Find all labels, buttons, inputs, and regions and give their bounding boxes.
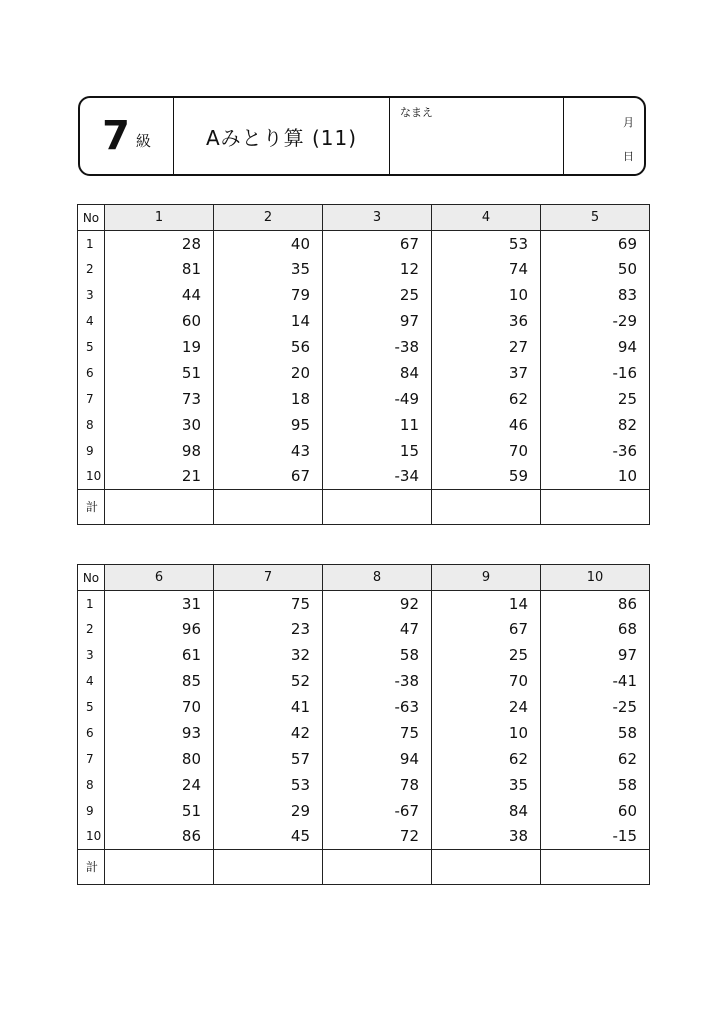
number-cell: 70	[432, 668, 541, 694]
number-cell: 81	[105, 256, 214, 282]
row-number: 10	[78, 824, 105, 850]
answer-cell[interactable]	[214, 489, 323, 524]
table-row	[78, 642, 650, 668]
number-cell: 51	[105, 360, 214, 386]
question-header: 8	[323, 565, 432, 591]
row-number: 3	[78, 642, 105, 668]
number-cell: 59	[432, 464, 541, 490]
number-cell: 79	[214, 282, 323, 308]
number-cell: -36	[541, 438, 650, 464]
row-number: 2	[78, 616, 105, 642]
number-cell: -49	[323, 386, 432, 412]
number-cell: 93	[105, 720, 214, 746]
number-cell: 86	[105, 824, 214, 850]
number-cell: 61	[105, 642, 214, 668]
question-header: 7	[214, 565, 323, 591]
number-cell: 11	[323, 412, 432, 438]
number-cell: 30	[105, 412, 214, 438]
total-row	[78, 489, 650, 524]
total-row	[78, 849, 650, 884]
number-cell: 82	[541, 412, 650, 438]
number-cell: 29	[214, 798, 323, 824]
number-cell: -38	[323, 668, 432, 694]
number-cell: 80	[105, 746, 214, 772]
table-row	[78, 256, 650, 282]
number-cell: 31	[105, 591, 214, 617]
name-field[interactable]	[390, 98, 564, 174]
table-row	[78, 798, 650, 824]
table-header-row	[78, 205, 650, 231]
row-number: 1	[78, 591, 105, 617]
number-cell: 19	[105, 334, 214, 360]
number-cell: 32	[214, 642, 323, 668]
number-cell: 10	[541, 464, 650, 490]
row-number: 7	[78, 386, 105, 412]
question-header: 3	[323, 205, 432, 231]
number-cell: -41	[541, 668, 650, 694]
answer-cell[interactable]	[432, 849, 541, 884]
grade-number: 7	[102, 113, 130, 159]
row-number: 1	[78, 231, 105, 257]
number-cell: 25	[323, 282, 432, 308]
table-row	[78, 720, 650, 746]
number-cell: 35	[214, 256, 323, 282]
table-row	[78, 360, 650, 386]
number-cell: 21	[105, 464, 214, 490]
number-cell: 24	[105, 772, 214, 798]
total-label: 計	[78, 489, 105, 524]
table-row	[78, 694, 650, 720]
number-cell: 84	[323, 360, 432, 386]
row-number: 4	[78, 308, 105, 334]
number-cell: 10	[432, 720, 541, 746]
number-cell: 27	[432, 334, 541, 360]
number-cell: 75	[323, 720, 432, 746]
grade-unit: 級	[135, 131, 151, 150]
number-cell: 94	[323, 746, 432, 772]
number-cell: 52	[214, 668, 323, 694]
table-row	[78, 668, 650, 694]
number-cell: 53	[432, 231, 541, 257]
number-cell: 42	[214, 720, 323, 746]
number-cell: 45	[214, 824, 323, 850]
number-cell: 97	[323, 308, 432, 334]
number-cell: 40	[214, 231, 323, 257]
question-header: 1	[105, 205, 214, 231]
number-cell: 58	[541, 720, 650, 746]
title-cell	[174, 98, 390, 174]
table-row	[78, 824, 650, 850]
number-cell: 75	[214, 591, 323, 617]
row-number: 8	[78, 772, 105, 798]
number-cell: 36	[432, 308, 541, 334]
question-header: 2	[214, 205, 323, 231]
number-cell: 15	[323, 438, 432, 464]
number-cell: 92	[323, 591, 432, 617]
number-cell: 43	[214, 438, 323, 464]
number-cell: 70	[105, 694, 214, 720]
number-cell: 68	[541, 616, 650, 642]
table-row	[78, 772, 650, 798]
answer-cell[interactable]	[323, 849, 432, 884]
number-cell: 47	[323, 616, 432, 642]
number-cell: 51	[105, 798, 214, 824]
answer-cell[interactable]	[432, 489, 541, 524]
number-cell: 86	[541, 591, 650, 617]
number-cell: 85	[105, 668, 214, 694]
answer-cell[interactable]	[541, 489, 650, 524]
number-cell: -29	[541, 308, 650, 334]
number-cell: 83	[541, 282, 650, 308]
number-cell: 24	[432, 694, 541, 720]
total-label: 計	[78, 849, 105, 884]
question-header: 9	[432, 565, 541, 591]
no-column-header: No	[78, 565, 105, 591]
number-cell: 70	[432, 438, 541, 464]
number-cell: 69	[541, 231, 650, 257]
number-cell: 58	[323, 642, 432, 668]
number-cell: 78	[323, 772, 432, 798]
worksheet-title: Aみとり算 (11)	[205, 125, 358, 150]
day-label: 日	[623, 150, 634, 163]
table-row	[78, 616, 650, 642]
row-number: 3	[78, 282, 105, 308]
number-cell: -16	[541, 360, 650, 386]
answer-cell[interactable]	[323, 489, 432, 524]
number-cell: 62	[432, 746, 541, 772]
number-cell: 72	[323, 824, 432, 850]
number-cell: 67	[432, 616, 541, 642]
month-label: 月	[623, 116, 634, 129]
row-number: 6	[78, 720, 105, 746]
number-cell: -63	[323, 694, 432, 720]
number-cell: 98	[105, 438, 214, 464]
answer-cell[interactable]	[541, 849, 650, 884]
number-cell: 41	[214, 694, 323, 720]
number-cell: 35	[432, 772, 541, 798]
answer-cell[interactable]	[105, 849, 214, 884]
answer-cell[interactable]	[214, 849, 323, 884]
question-header: 10	[541, 565, 650, 591]
table-row	[78, 412, 650, 438]
table-row	[78, 308, 650, 334]
number-cell: 97	[541, 642, 650, 668]
number-cell: 62	[432, 386, 541, 412]
number-cell: 96	[105, 616, 214, 642]
number-cell: 23	[214, 616, 323, 642]
question-header: 6	[105, 565, 214, 591]
question-header: 5	[541, 205, 650, 231]
number-cell: 67	[214, 464, 323, 490]
date-field[interactable]	[564, 98, 644, 174]
number-cell: 60	[105, 308, 214, 334]
table-row	[78, 438, 650, 464]
number-cell: 14	[214, 308, 323, 334]
row-number: 10	[78, 464, 105, 490]
row-number: 9	[78, 798, 105, 824]
row-number: 9	[78, 438, 105, 464]
table-row	[78, 231, 650, 257]
table-row	[78, 282, 650, 308]
row-number: 4	[78, 668, 105, 694]
number-cell: 38	[432, 824, 541, 850]
number-cell: 37	[432, 360, 541, 386]
number-cell: 74	[432, 256, 541, 282]
number-cell: -25	[541, 694, 650, 720]
number-cell: 57	[214, 746, 323, 772]
name-label: なまえ	[400, 106, 433, 119]
number-cell: 58	[541, 772, 650, 798]
number-cell: 18	[214, 386, 323, 412]
number-cell: -67	[323, 798, 432, 824]
number-cell: 12	[323, 256, 432, 282]
no-column-header: No	[78, 205, 105, 231]
row-number: 5	[78, 334, 105, 360]
number-cell: -34	[323, 464, 432, 490]
number-cell: 46	[432, 412, 541, 438]
number-cell: 25	[432, 642, 541, 668]
table-row	[78, 386, 650, 412]
number-cell: 56	[214, 334, 323, 360]
row-number: 8	[78, 412, 105, 438]
number-cell: 67	[323, 231, 432, 257]
row-number: 6	[78, 360, 105, 386]
table-row	[78, 464, 650, 490]
row-number: 5	[78, 694, 105, 720]
problem-table-2	[77, 564, 650, 885]
number-cell: 28	[105, 231, 214, 257]
worksheet-header	[78, 96, 646, 176]
row-number: 7	[78, 746, 105, 772]
table-header-row	[78, 565, 650, 591]
number-cell: 25	[541, 386, 650, 412]
problem-table-1	[77, 204, 650, 525]
number-cell: 94	[541, 334, 650, 360]
row-number: 2	[78, 256, 105, 282]
table-row	[78, 334, 650, 360]
number-cell: -15	[541, 824, 650, 850]
number-cell: -38	[323, 334, 432, 360]
number-cell: 95	[214, 412, 323, 438]
number-cell: 73	[105, 386, 214, 412]
question-header: 4	[432, 205, 541, 231]
number-cell: 44	[105, 282, 214, 308]
number-cell: 53	[214, 772, 323, 798]
grade-cell	[80, 98, 174, 174]
number-cell: 50	[541, 256, 650, 282]
number-cell: 20	[214, 360, 323, 386]
number-cell: 62	[541, 746, 650, 772]
number-cell: 84	[432, 798, 541, 824]
table-row	[78, 746, 650, 772]
number-cell: 60	[541, 798, 650, 824]
number-cell: 10	[432, 282, 541, 308]
answer-cell[interactable]	[105, 489, 214, 524]
table-row	[78, 591, 650, 617]
number-cell: 14	[432, 591, 541, 617]
